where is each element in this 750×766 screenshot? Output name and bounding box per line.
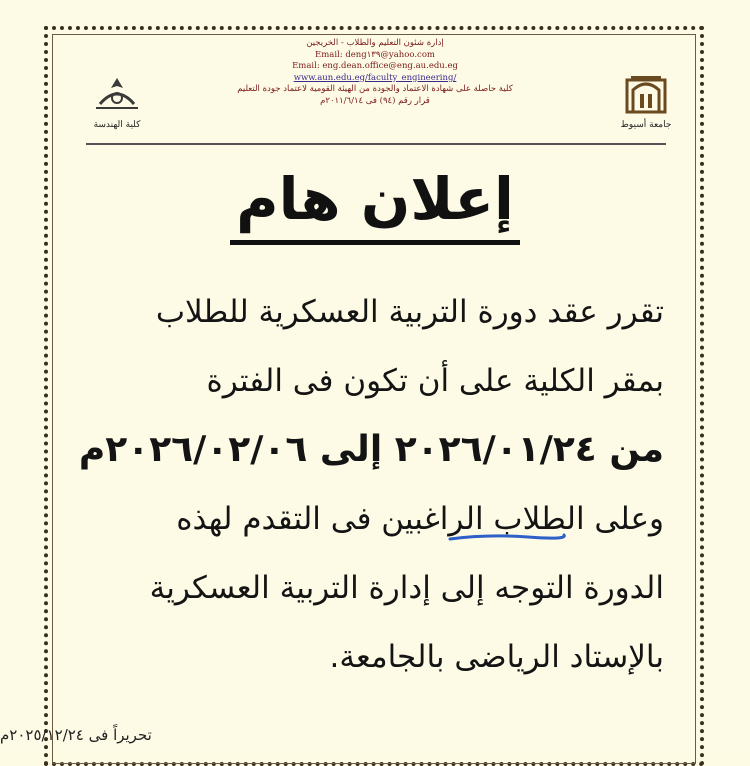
email-line-1: Email: deng١٣٩@yahoo.com	[314, 49, 435, 60]
body-line: تقرر عقد دورة التربية العسكرية للطلاب	[155, 294, 664, 330]
email-line-2: Email: eng.dean.office@eng.au.edu.eg	[292, 61, 458, 71]
pen-underline-mark	[448, 531, 566, 543]
faculty-logo	[82, 74, 152, 130]
letterhead	[60, 38, 690, 143]
letterhead-text	[180, 38, 570, 107]
university-name: جامعة أسيوط	[620, 120, 672, 130]
university-emblem-icon	[625, 74, 667, 114]
body-line: وعلى الطلاب الراغبين فى التقدم لهذه	[176, 501, 664, 537]
date-range-line: من ٢٠٢٦/٠١/٢٤ إلى ٢٠٢٦/٠٢/٠٦م	[78, 429, 664, 470]
title-text: إعلان هام	[230, 160, 520, 245]
body-line: بمقر الكلية على أن تكون فى الفترة	[206, 363, 664, 399]
body-line: بالإستاد الرياضى بالجامعة.	[329, 639, 664, 675]
header-divider	[86, 143, 666, 145]
university-logo	[614, 74, 678, 130]
faculty-emblem-icon	[92, 74, 142, 114]
announcement-title	[0, 160, 750, 245]
decree-line: قرار رقم (٩٤) فى ٢٠١١/٦/١٤م	[320, 95, 430, 106]
website-link[interactable]: www.aun.edu.eg/faculty_engineering/	[293, 72, 457, 83]
issue-date-text: تحريراً فى ٢٠٢٥/١٢/٢٤م	[0, 726, 152, 744]
faculty-name: كلية الهندسة	[93, 120, 141, 130]
body-line: الدورة التوجه إلى إدارة التربية العسكرية	[149, 570, 664, 606]
department-line: إدارة شئون التعليم والطلاب - الخريجين	[306, 38, 444, 48]
accreditation-line: كلية حاصلة على شهادة الاعتماد والجودة من الهيئة القومية لاعتماد جودة التعليم	[237, 84, 513, 94]
announcement-body	[78, 282, 664, 696]
issue-date	[0, 726, 682, 744]
